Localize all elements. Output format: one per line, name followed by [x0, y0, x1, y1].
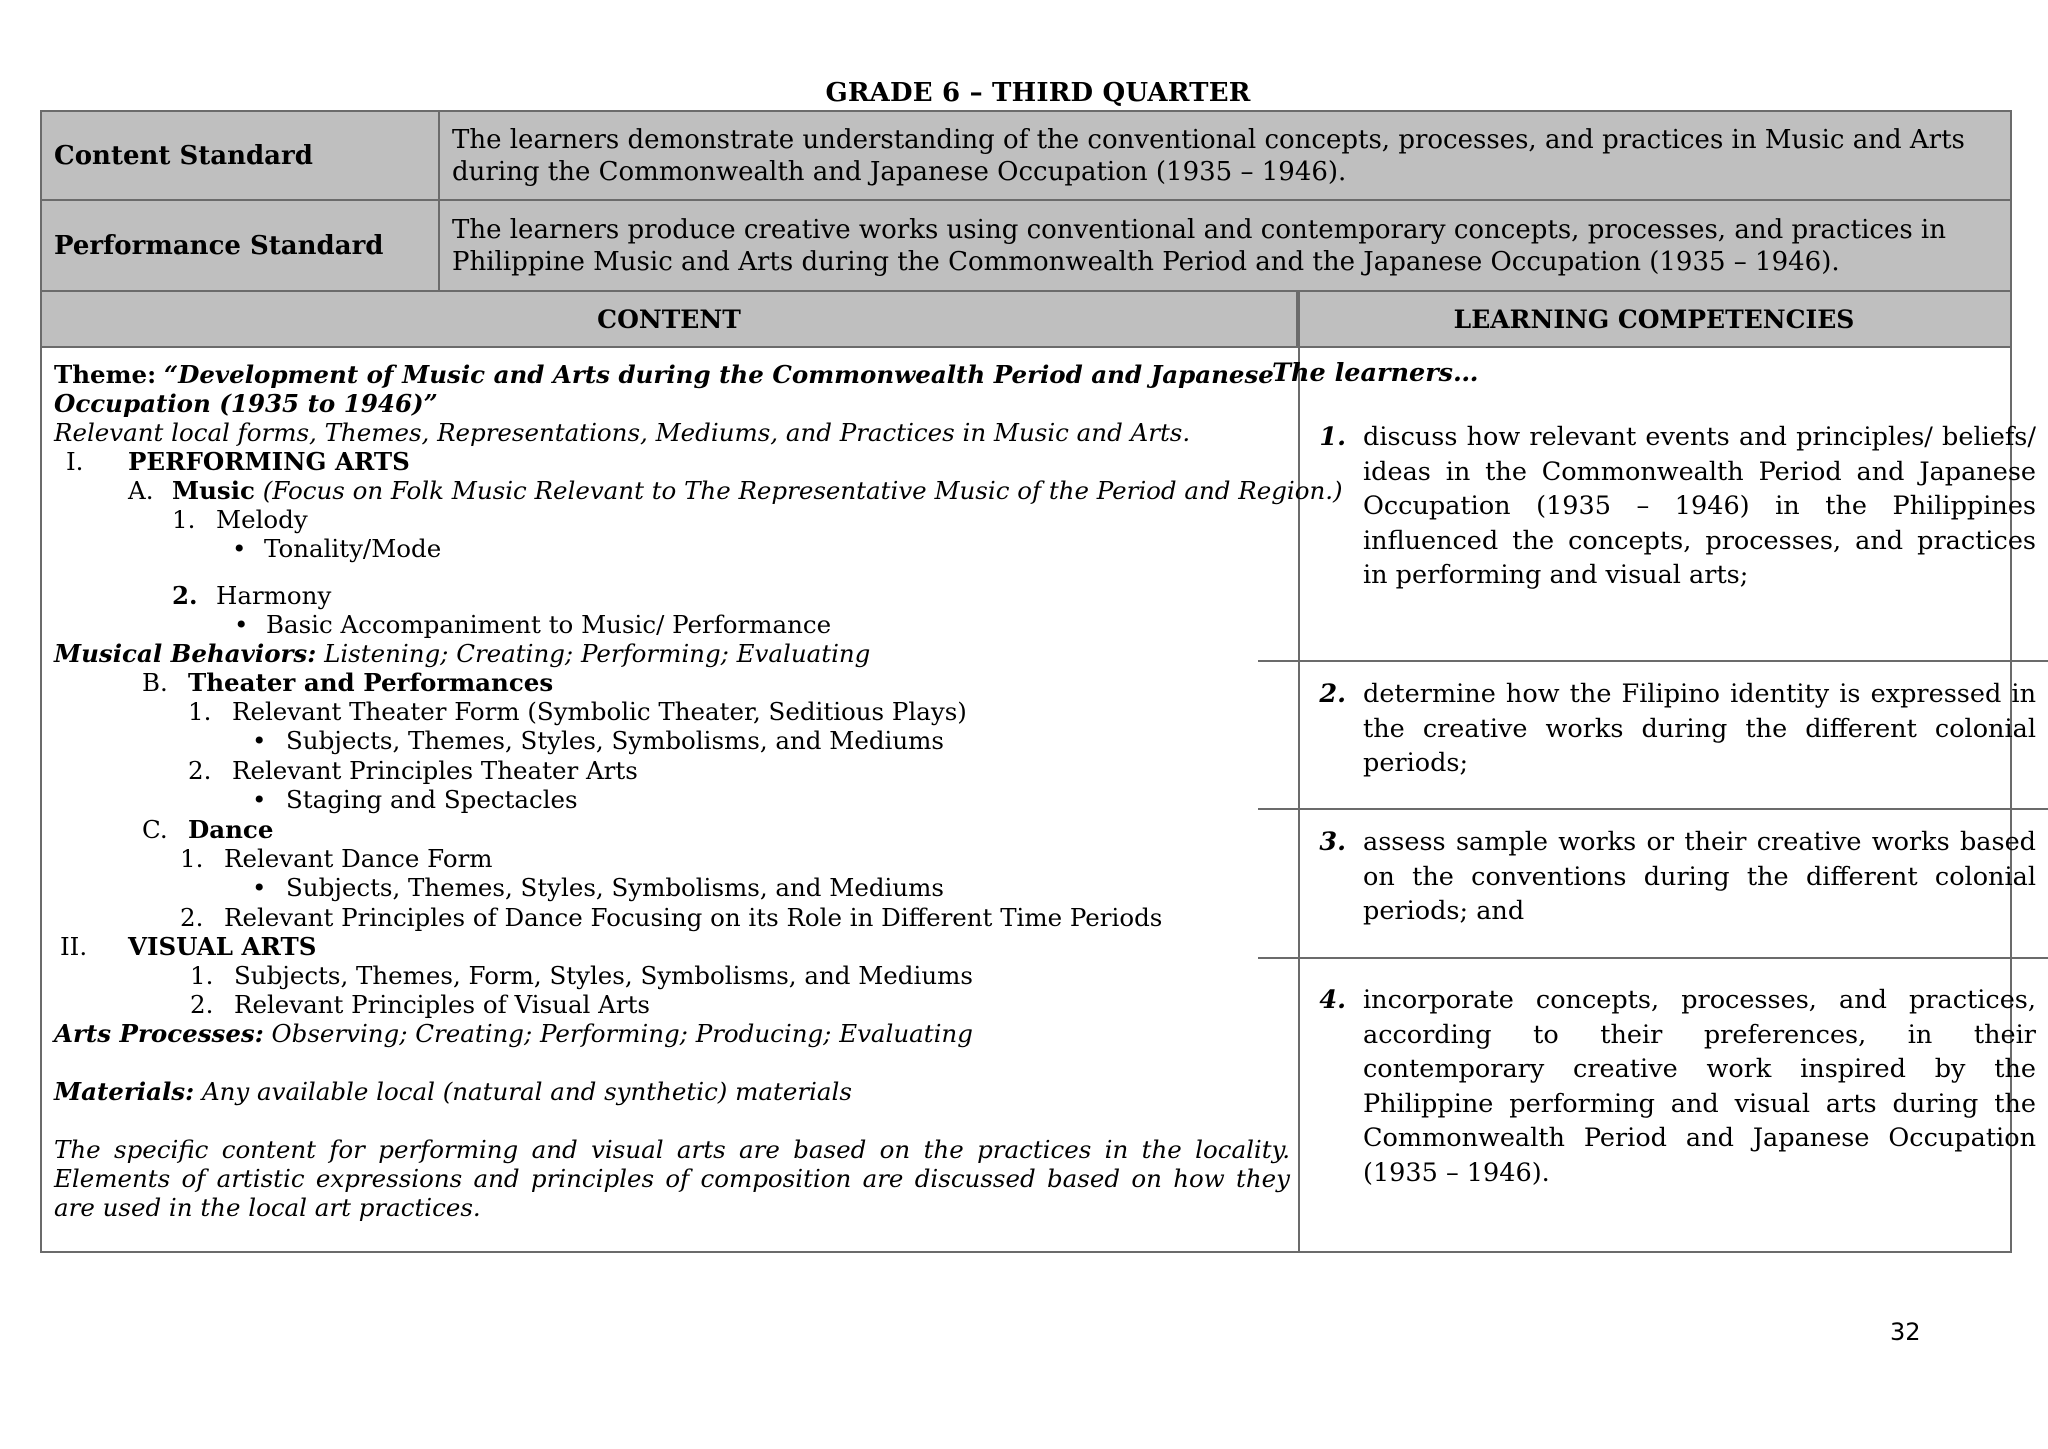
roman-numeral-ii: II. [60, 932, 88, 961]
relevant-forms-text: Relevant local forms, Themes, Representations, Mediums, and Practices in Music and Arts. [54, 418, 1191, 447]
letter-c: C. [142, 815, 168, 844]
dance-form-item [54, 844, 1290, 873]
page-title: GRADE 6 – THIRD QUARTER [825, 78, 1251, 108]
musical-behaviors-text: Listening; Creating; Performing; Evaluating [324, 639, 871, 668]
competency-text: determine how the Filipino identity is expressed in the creative works during the different colonial periods; [1363, 679, 2036, 778]
staging-bullet [54, 785, 1290, 815]
competencies-header: LEARNING COMPETENCIES [1298, 292, 2010, 348]
performance-standard-text: The learners produce creative works using conventional and contemporary concepts, processes, and practices in Philippine Music and Arts during the Commonwealth Period and the Japanese Occupation (1935 – 1946). [439, 200, 2011, 291]
accompaniment-bullet [54, 610, 1290, 639]
competency-number: 4. [1319, 985, 1346, 1015]
theater-subjects-label: Subjects, Themes, Styles, Symbolisms, and Mediums [286, 726, 944, 755]
spacer [54, 1048, 1290, 1077]
dance-subjects-bullet [54, 873, 1290, 903]
dance-form-number: 1. [180, 844, 204, 873]
visual-principles-label: Relevant Principles of Visual Arts [234, 990, 650, 1019]
musical-behaviors-label: Musical Behaviors: [54, 639, 317, 668]
performance-standard-row [40, 199, 2012, 292]
page-number: 32 [1890, 1318, 1921, 1346]
materials [54, 1077, 1290, 1106]
theme [54, 360, 1290, 418]
content-header: CONTENT [42, 292, 1298, 348]
performance-standard-label: Performance Standard [41, 200, 439, 291]
dance-subjects-label: Subjects, Themes, Styles, Symbolisms, and Mediums [286, 873, 944, 902]
visual-arts-label: VISUAL ARTS [128, 932, 317, 961]
spacer [54, 1106, 1290, 1135]
bullet: • [232, 534, 247, 563]
music-label: Music [172, 476, 255, 505]
harmony-item [54, 570, 1290, 610]
competencies-intro: The learners… [1272, 358, 1479, 388]
dance-principles-item [54, 903, 1290, 932]
theater-principles-label: Relevant Principles Theater Arts [232, 756, 638, 785]
competency-cell-4 [1258, 959, 2048, 1249]
accompaniment-label: Basic Accompaniment to Music/ Performance [266, 610, 832, 639]
melody-label: Melody [216, 505, 308, 534]
theater-principles-number: 2. [188, 756, 212, 785]
bullet: • [234, 610, 249, 639]
arts-processes-label: Arts Processes: [54, 1019, 264, 1048]
content-standard-text: The learners demonstrate understanding of the conventional concepts, processes, and practices in Music and Arts during the Commonwealth and Japanese Occupation (1935 – 1946). [439, 111, 2011, 201]
visual-principles-item [54, 990, 1290, 1019]
visual-subjects-number: 1. [190, 961, 214, 990]
theme-text: “Development of Music and Arts during the Commonwealth Period and Japanese Occupation (1935 to 1946)” [54, 360, 1274, 418]
materials-text: Any available local (natural and synthetic) materials [201, 1077, 852, 1106]
content-standard-row [40, 110, 2012, 202]
theater-principles-item [54, 756, 1290, 785]
dance-principles-number: 2. [180, 903, 204, 932]
dance-form-label: Relevant Dance Form [224, 844, 493, 873]
theme-label: Theme: [54, 360, 157, 389]
music-item [54, 476, 1343, 505]
competency-number: 2. [1319, 679, 1346, 709]
bullet: • [252, 785, 267, 814]
melody-number: 1. [172, 505, 196, 534]
visual-subjects-item [54, 961, 1290, 990]
theater-form-label: Relevant Theater Form (Symbolic Theater, Seditious Plays) [232, 697, 967, 726]
harmony-number: 2. [172, 581, 198, 610]
competency-cell-2 [1258, 662, 2048, 810]
letter-b: B. [142, 668, 168, 697]
theater-item [54, 668, 1290, 697]
bullet: • [252, 873, 267, 902]
theater-form-item [54, 697, 1290, 726]
tonality-label: Tonality/Mode [264, 534, 442, 563]
harmony-label: Harmony [216, 581, 332, 610]
staging-label: Staging and Spectacles [286, 785, 578, 814]
bullet: • [252, 726, 267, 755]
music-focus: (Focus on Folk Music Relevant to The Representative Music of the Period and Region.) [262, 476, 1343, 505]
section-performing-arts [54, 447, 1290, 476]
theater-subjects-bullet [54, 726, 1290, 756]
materials-label: Materials: [54, 1077, 195, 1106]
musical-behaviors [54, 639, 1290, 668]
performing-arts-label: PERFORMING ARTS [128, 447, 410, 476]
dance-label: Dance [188, 815, 274, 844]
roman-numeral-i: I. [66, 447, 84, 476]
competency-text: discuss how relevant events and principles/ beliefs/ ideas in the Commonwealth Period and Japanese Occupation (1935 – 1946) in the Philippines influenced the concepts, processes, and practices in performing and visual arts; [1363, 422, 2036, 590]
content-standard-label: Content Standard [41, 111, 439, 201]
theater-label: Theater and Performances [188, 668, 554, 697]
content-column [54, 360, 1343, 1222]
competency-text: incorporate concepts, processes, and practices, according to their preferences, in their contemporary creative work inspired by the Philippine performing and visual arts during the Commonwealth Period and Japanese Occupation (1935 – 1946). [1363, 985, 2036, 1188]
visual-principles-number: 2. [190, 990, 214, 1019]
section-visual-arts [54, 932, 1290, 961]
dance-principles-label: Relevant Principles of Dance Focusing on its Role in Different Time Periods [224, 903, 1163, 932]
competency-cell-3 [1258, 810, 2048, 958]
arts-processes-text: Observing; Creating; Performing; Producing; Evaluating [271, 1019, 973, 1048]
competency-number: 3. [1319, 827, 1346, 857]
melody-item [54, 505, 1290, 534]
competency-text: assess sample works or their creative works based on the conventions during the different colonial periods; and [1363, 827, 2036, 926]
content-note: The specific content for performing and visual arts are based on the practices in the locality. Elements of artistic expressions and principles of composition are discussed based on how they are used in the local art practices. [54, 1135, 1290, 1222]
dance-item [54, 815, 1290, 844]
theater-form-number: 1. [188, 697, 212, 726]
visual-subjects-label: Subjects, Themes, Form, Styles, Symbolisms, and Mediums [234, 961, 973, 990]
competency-cell-1 [1258, 346, 2048, 660]
tonality-bullet [54, 534, 1290, 570]
competency-number: 1. [1319, 422, 1346, 452]
letter-a: A. [128, 476, 154, 505]
arts-processes [54, 1019, 1290, 1048]
